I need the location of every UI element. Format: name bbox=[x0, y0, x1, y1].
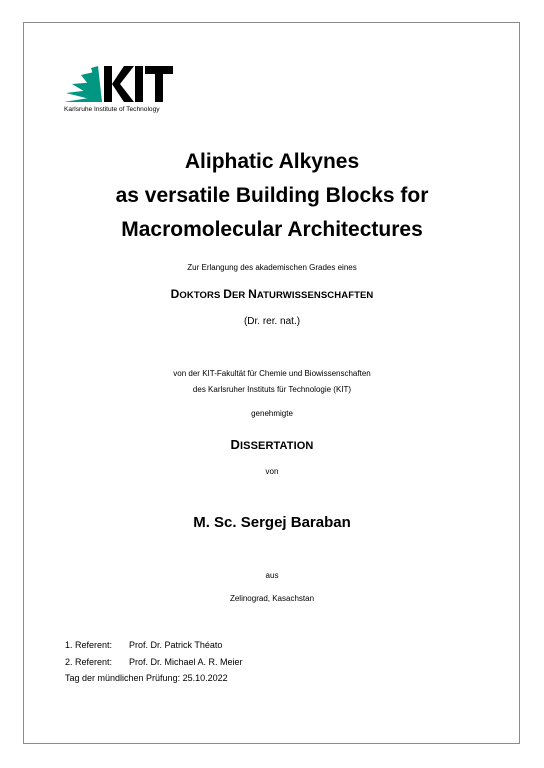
by-label: von bbox=[265, 467, 279, 476]
logo-subtitle: Karlsruhe Institute of Technology bbox=[64, 106, 160, 113]
degree-name: DOKTORS DER NATURWISSENSCHAFTEN bbox=[170, 287, 374, 301]
from-label: aus bbox=[265, 571, 279, 580]
faculty-line-1: von der KIT-Fakultät für Chemie und Biowissenschaften bbox=[173, 369, 371, 378]
title-line-3: Macromolecular Architectures bbox=[121, 218, 423, 241]
title-line-1: Aliphatic Alkynes bbox=[184, 150, 360, 173]
degree-abbreviation: (Dr. rer. nat.) bbox=[243, 316, 301, 327]
thesis-title bbox=[0, 145, 544, 247]
referee-1: 1. Referent: Prof. Dr. Patrick Théato bbox=[65, 640, 223, 650]
degree-intro: Zur Erlangung des akademischen Grades eines bbox=[187, 263, 357, 272]
title-line-2: as versatile Building Blocks for bbox=[115, 184, 429, 207]
referee-2: 2. Referent: Prof. Dr. Michael A. R. Meier bbox=[65, 657, 243, 667]
kit-logo-icon bbox=[64, 62, 176, 106]
exam-date: Tag der mündlichen Prüfung: 25.10.2022 bbox=[65, 673, 228, 683]
document-type: DISSERTATION bbox=[230, 437, 314, 452]
page-border bbox=[23, 22, 520, 744]
author-name: M. Sc. Sergej Baraban bbox=[193, 514, 351, 531]
birthplace: Zelinograd, Kasachstan bbox=[229, 594, 315, 603]
faculty-line-2: des Karlsruher Instituts für Technologie (KIT) bbox=[192, 385, 352, 394]
kit-logo bbox=[64, 62, 176, 118]
approved-label: genehmigte bbox=[251, 409, 293, 418]
